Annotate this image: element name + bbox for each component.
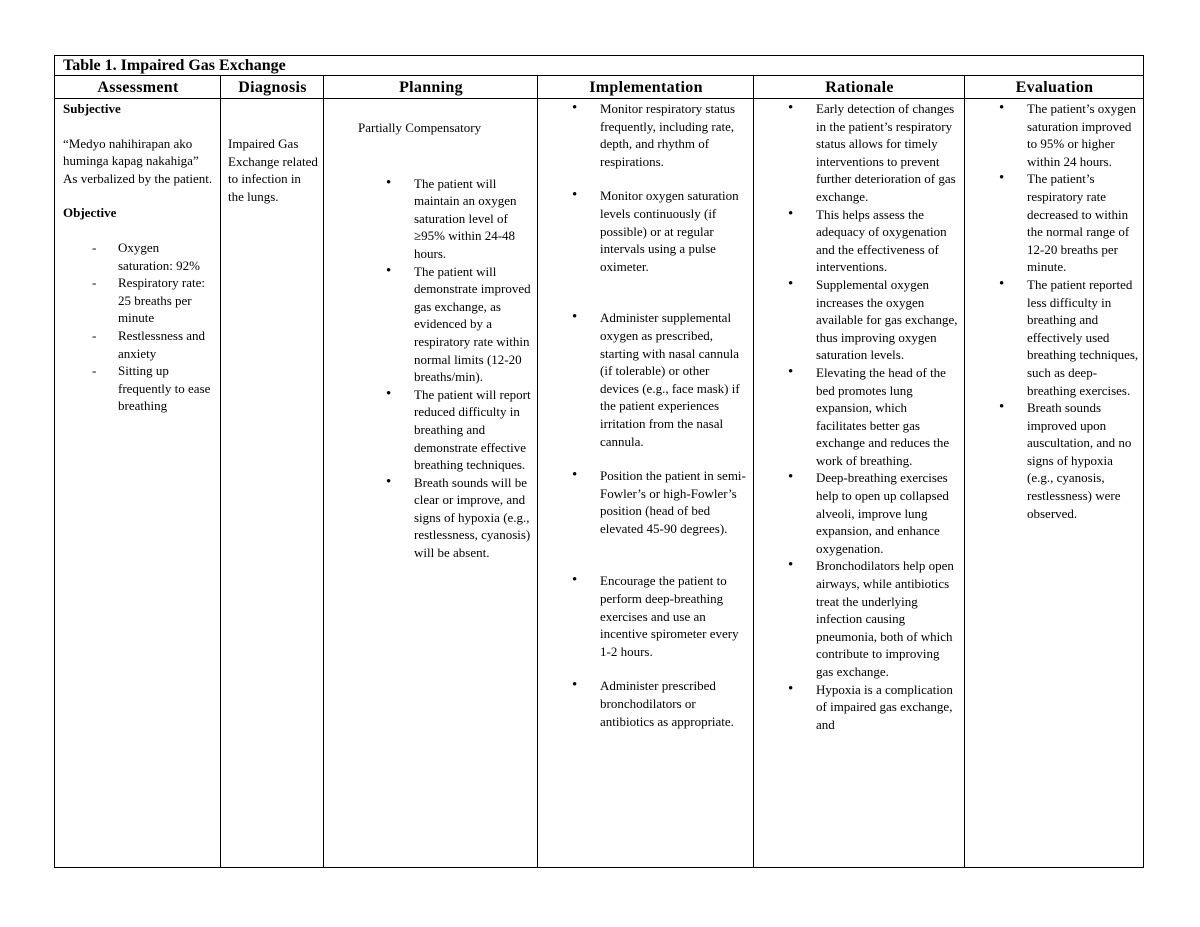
- diagnosis-cell: [228, 100, 320, 867]
- planning-goal: • The patient will maintain an oxygen saturation level of ≥95% within 24-48 hours.: [414, 175, 535, 263]
- implementation-list: [538, 100, 752, 730]
- objective-item: - Oxygen saturation: 92%: [118, 239, 215, 274]
- subjective-label: Subjective: [63, 101, 121, 116]
- rationale-item: • Elevating the head of the bed promotes lung expansion, which facilitates better gas exchange and reduces the work of breathing.: [816, 364, 960, 470]
- rationale-item: • Supplemental oxygen increases the oxygen available for gas exchange, thus improving oxygen saturation levels.: [816, 276, 960, 364]
- header-implementation: Implementation: [538, 76, 754, 99]
- objective-label: Objective: [63, 205, 117, 221]
- implementation-item: • Position the patient in semi-Fowler’s or high-Fowler’s position (head of bed elevated 45-90 degrees).: [600, 467, 748, 537]
- subjective-quote: “Medyo nahihirapan ako huminga kapag nakahiga” As verbalized by the patient.: [63, 135, 213, 186]
- evaluation-item: • The patient’s oxygen saturation improved to 95% or higher within 24 hours.: [1027, 100, 1140, 170]
- planning-cell: [325, 100, 535, 867]
- objective-item: - Restlessness and anxiety: [118, 327, 215, 362]
- rationale-list: [754, 100, 964, 733]
- rationale-item: • Bronchodilators help open airways, while antibiotics treat the underlying infection causing pneumonia, both of which contribute to improving gas exchange.: [816, 557, 960, 680]
- planning-goal: • The patient will report reduced difficulty in breathing and demonstrate effective breathing techniques.: [414, 386, 535, 474]
- implementation-item: • Encourage the patient to perform deep-breathing exercises and use an incentive spirometer every 1-2 hours.: [600, 572, 748, 660]
- planning-heading: Partially Compensatory: [358, 120, 482, 135]
- evaluation-list: [965, 100, 1144, 522]
- assessment-cell: [63, 100, 215, 867]
- objective-list: [63, 239, 215, 415]
- evaluation-item: • The patient’s respiratory rate decreased to within the normal range of 12-20 breaths per minute.: [1027, 170, 1140, 276]
- table-title: Table 1. Impaired Gas Exchange: [55, 56, 1143, 76]
- evaluation-item: • Breath sounds improved upon auscultation, and no signs of hypoxia (e.g., cyanosis, restlessness) were observed.: [1027, 399, 1140, 522]
- implementation-item: • Monitor oxygen saturation levels continuously (if possible) or at regular intervals using a pulse oximeter.: [600, 187, 748, 275]
- rationale-item: • Deep-breathing exercises help to open up collapsed alveoli, improve lung expansion, and enhance oxygenation.: [816, 469, 960, 557]
- header-assessment: Assessment: [55, 76, 221, 99]
- planning-goal: • The patient will demonstrate improved gas exchange, as evidenced by a respiratory rate within normal limits (12-20 breaths/min).: [414, 263, 535, 386]
- header-planning: Planning: [324, 76, 538, 99]
- rationale-cell: [754, 100, 964, 867]
- evaluation-cell: [965, 100, 1144, 867]
- planning-goals-list: [325, 175, 535, 562]
- implementation-item: • Administer prescribed bronchodilators or antibiotics as appropriate.: [600, 677, 748, 730]
- evaluation-item: • The patient reported less difficulty in breathing and effectively used breathing techniques, such as deep-breathing exercises.: [1027, 276, 1140, 399]
- implementation-item: • Administer supplemental oxygen as prescribed, starting with nasal cannula (if tolerable) or other devices (e.g., face mask) if the patient experiences irritation from the nasal cannula.: [600, 309, 748, 450]
- column-divider: [323, 76, 324, 867]
- rationale-item: • Hypoxia is a complication of impaired gas exchange, and: [816, 681, 960, 734]
- column-divider: [220, 76, 221, 867]
- rationale-item: • Early detection of changes in the patient’s respiratory status allows for timely interventions to prevent further deterioration of gas exchange.: [816, 100, 960, 206]
- rationale-item: • This helps assess the adequacy of oxygenation and the effectiveness of interventions.: [816, 206, 960, 276]
- header-evaluation: Evaluation: [965, 76, 1144, 99]
- planning-goal: • Breath sounds will be clear or improve, and signs of hypoxia (e.g., restlessness, cyanosis) will be absent.: [414, 474, 535, 562]
- implementation-item: • Monitor respiratory status frequently, including rate, depth, and rhythm of respirations.: [600, 100, 748, 170]
- header-diagnosis: Diagnosis: [221, 76, 324, 99]
- objective-item: - Respiratory rate: 25 breaths per minute: [118, 274, 215, 327]
- care-plan-table: [54, 55, 1144, 868]
- header-rationale: Rationale: [754, 76, 965, 99]
- implementation-cell: [538, 100, 752, 867]
- objective-item: - Sitting up frequently to ease breathing: [118, 362, 215, 415]
- diagnosis-text: Impaired Gas Exchange related to infection in the lungs.: [228, 136, 318, 204]
